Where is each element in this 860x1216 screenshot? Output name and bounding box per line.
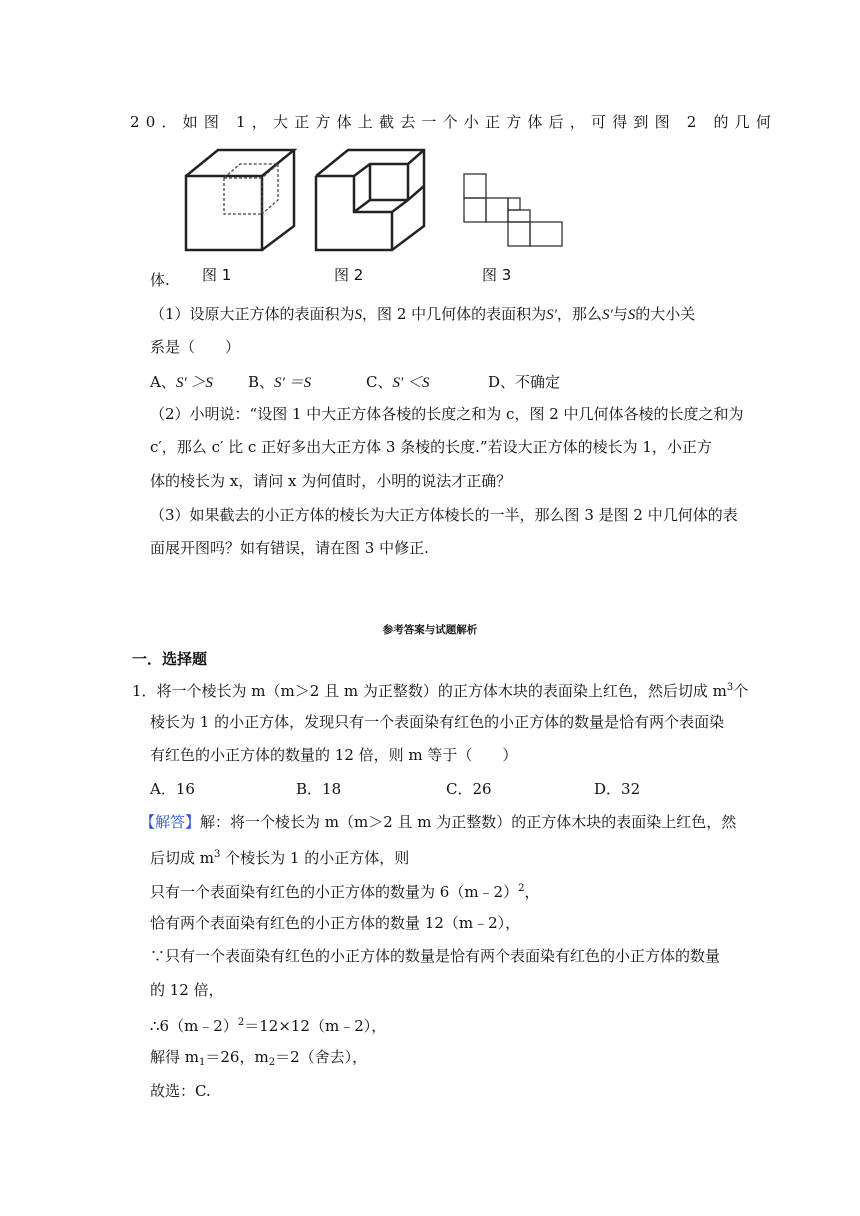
figure-2-caption: 图 2: [334, 266, 364, 284]
option-d[interactable]: D、不确定: [488, 373, 561, 391]
option-c[interactable]: C、S′ ＜S: [366, 373, 430, 391]
solution-line-4: 恰有两个表面染有红色的小正方体的数量 12（m﹣2），: [150, 914, 521, 932]
part-2-line-3: 体的棱长为 x，请问 x 为何值时，小明的说法才正确？: [150, 472, 512, 490]
solution-line-5: ∵只有一个表面染有红色的小正方体的数量是恰有两个表面染有红色的小正方体的数量: [150, 947, 721, 965]
solution-line-6: 的 12 倍，: [150, 981, 224, 999]
q1-line-3: 有红色的小正方体的数量的 12 倍，则 m 等于（ ）: [150, 746, 518, 764]
solution-line-2: 后切成 $m^3$ 个棱长为 1 的小正方体，则: [150, 849, 410, 867]
solution-line-3: 只有一个表面染有红色的小正方体的数量为 6（m﹣2）$^2$，: [150, 883, 540, 901]
solution-line-7: ∴6（m﹣2）$^2$＝12×12（m﹣2），: [150, 1017, 387, 1035]
answer-tag: 【解答】: [140, 813, 201, 831]
figure-3-caption: 图 3: [482, 266, 512, 284]
question-20-header: 20．如图 1，大正方体上截去一个小正方体后，可得到图 2 的几何: [130, 113, 778, 131]
q1-option-d[interactable]: D．32: [594, 780, 641, 798]
solution-line-8: 解得 $m_1=26$，$m_2=2$（舍去），: [150, 1048, 368, 1068]
part-1-line-2: 系是（ ）: [150, 338, 241, 356]
figure-1-cube: [182, 146, 302, 256]
solution-line-1: 【解答】解：将一个棱长为 m（m＞2 且 m 为正整数）的正方体木块的表面染上红色，然: [140, 813, 737, 831]
part-3-line-2: 面展开图吗？如有错误，请在图 3 中修正.: [150, 539, 429, 557]
figure-1-caption: 图 1: [202, 266, 232, 284]
q1-line-2: 棱长为 1 的小正方体，发现只有一个表面染有红色的小正方体的数量是恰有两个表面染: [150, 713, 725, 731]
question-20-tail: 体.: [150, 271, 170, 289]
part-1-line-1: （1）设原大正方体的表面积为S，图 2 中几何体的表面积为S′，那么S′与S的大小关: [150, 305, 696, 323]
figure-3-net: [460, 170, 580, 260]
q1-line-1: 1．将一个棱长为 m（m＞2 且 m 为正整数）的正方体木块的表面染上红色，然后切成 $m^3$个: [132, 682, 749, 700]
figure-2-cut-cube: [312, 146, 432, 256]
q1-option-b[interactable]: B．18: [296, 780, 342, 798]
section-heading: 一．选择题: [132, 650, 208, 668]
part-2-line-2: c′，那么 c′ 比 c 正好多出大正方体 3 条棱的长度.”若设大正方体的棱长为 1，小正方: [150, 438, 712, 456]
option-b[interactable]: B、S′ ＝S: [248, 373, 312, 391]
part-3-line-1: （3）如果截去的小正方体的棱长为大正方体棱长的一半，那么图 3 是图 2 中几何体的表: [150, 506, 738, 524]
part-2-line-1: （2）小明说：“设图 1 中大正方体各棱的长度之和为 c，图 2 中几何体各棱的长度之和为: [150, 405, 744, 423]
option-a[interactable]: A、S′ ＞S: [150, 373, 213, 391]
solution-line-9: 故选：C.: [150, 1082, 211, 1100]
answers-title: 参考答案与试题解析: [382, 624, 478, 636]
q1-option-a[interactable]: A．16: [150, 780, 195, 798]
q1-option-c[interactable]: C．26: [446, 780, 492, 798]
